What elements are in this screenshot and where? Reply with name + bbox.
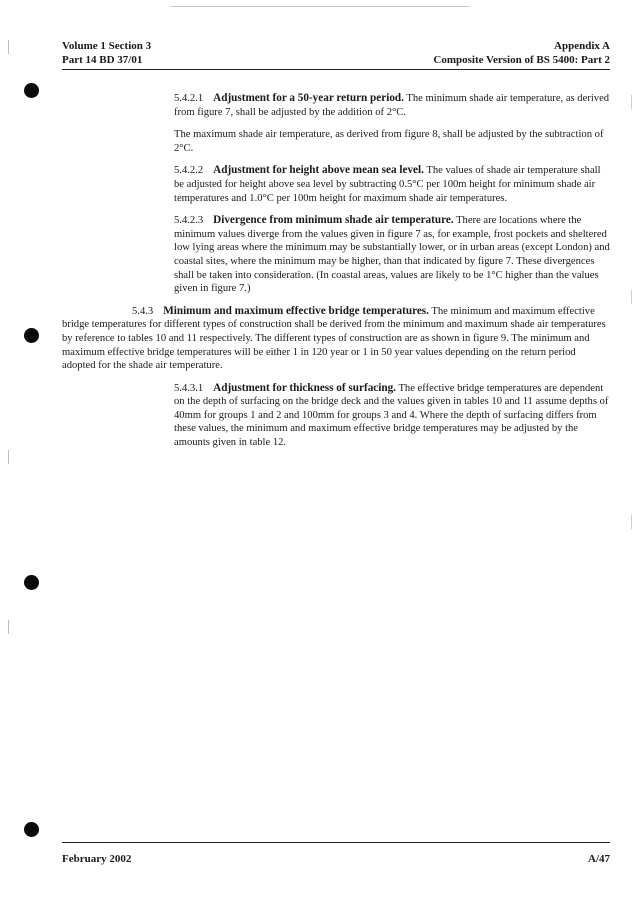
footer-date: February 2002	[62, 853, 132, 865]
paragraph-5-4-3-1	[174, 382, 610, 450]
scan-edge-mark	[8, 620, 9, 634]
scan-edge-mark	[631, 290, 632, 304]
binder-hole-3	[24, 575, 39, 590]
clause-number: 5.4.2.3	[174, 215, 204, 227]
binder-hole-1	[24, 83, 39, 98]
clause-text: The effective bridge temperatures are dependent on the depth of surfacing on the bridge deck and the values given in tables 10 and 11 assume depths of 40mm for groups 1 and 2 and 100mm for groups 3 and 4. Where the depth of surfacing differs from these values, the minimum and maximum effective bridge temperatures may be adjusted by the amounts given in table 12.	[174, 382, 609, 449]
binder-hole-4	[24, 822, 39, 837]
paragraph-5-4-2-1	[174, 92, 610, 119]
clause-text: The minimum and maximum effective bridge temperatures for different types of construction shall be derived from the minimum and maximum shade air temperatures by reference to tables 10 and 11 respectively. The different types of construction are as shown in figure 9. The minimum and maximum effective bridge temperatures will be either 1 in 120 year or 1 in 50 year values depending on the return period adopted for the shade air temperature.	[62, 305, 606, 372]
paragraph-5-4-2-2	[174, 164, 610, 205]
clause-number: 5.4.2.2	[174, 165, 204, 177]
clause-heading: Adjustment for a 50-year return period.	[213, 92, 404, 104]
body-content	[62, 92, 610, 459]
clause-number: 5.4.3.1	[174, 382, 204, 394]
clause-number: 5.4.3	[132, 305, 154, 317]
scan-edge-mark	[8, 40, 9, 54]
header-part: Part 14 BD 37/01	[62, 54, 143, 66]
header-right	[433, 39, 610, 67]
clause-heading: Adjustment for height above mean sea level.	[213, 164, 424, 177]
paragraph-5-4-3	[62, 305, 610, 373]
footer-rule	[62, 842, 610, 843]
header-appendix: Appendix A	[554, 40, 610, 52]
clause-heading: Adjustment for thickness of surfacing.	[213, 381, 396, 394]
paragraph-5-4-2-3	[174, 214, 610, 296]
clause-text: The minimum shade air temperature, as derived from figure 7, shall be adjusted by the addition of 2°C.	[174, 93, 610, 118]
paragraph-5-4-2-1-continued	[174, 128, 610, 155]
clause-text: The values of shade air temperature shall be adjusted for height above sea level by subtracting 0.5°C per 100m height for minimum shade air temperatures and 1.0°C per 100m height for maximum shade air temperatures.	[174, 165, 601, 204]
scan-top-rule	[170, 6, 470, 7]
binder-hole-2	[24, 328, 39, 343]
scan-edge-mark	[631, 515, 632, 529]
header-document-title: Composite Version of BS 5400: Part 2	[433, 54, 610, 66]
header-volume-section: Volume 1 Section 3	[62, 40, 152, 52]
clause-number: 5.4.2.1	[174, 93, 204, 104]
header-rule	[62, 69, 610, 70]
clause-text: There are locations where the minimum values diverge from the values given in figure 7 as, for example, frost pockets and sheltered low lying areas where the minimum may be substantially lower, or in urban areas (except London) and coastal sites, where the minimum may be higher, than that indicated by figure 7. These divergences shall be taken into consideration. (In coastal areas, values are likely to be 1°C higher than the values given in figure 7.)	[174, 215, 610, 295]
header-left	[62, 39, 151, 67]
clause-heading: Minimum and maximum effective bridge temperatures.	[163, 304, 429, 317]
footer-page-number: A/47	[588, 853, 610, 865]
scan-edge-mark	[631, 95, 632, 109]
clause-text: The maximum shade air temperature, as derived from figure 8, shall be adjusted by the subtraction of 2°C.	[174, 129, 604, 154]
scan-edge-mark	[8, 450, 9, 464]
clause-heading: Divergence from minimum shade air temperature.	[213, 214, 454, 227]
